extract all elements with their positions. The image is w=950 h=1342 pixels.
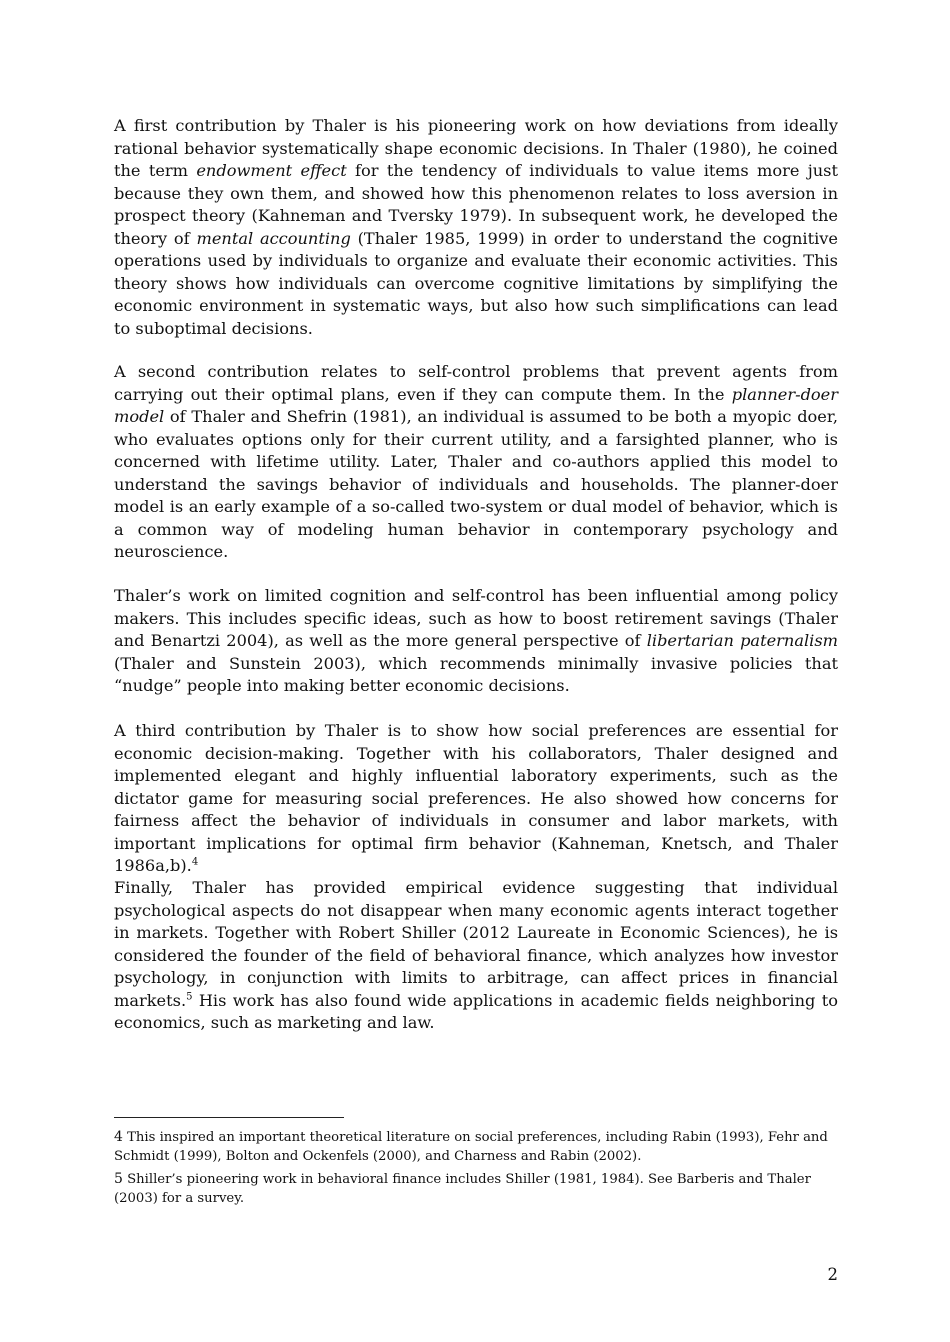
text-run: Thaler’s work on limited cognition and self-control has been influential among policy makers. This includes specific ideas, such as how to boost retirement savings (Thaler and Benartzi 2004), as well as the more general perspective of [114,586,838,650]
text-run: Finally, Thaler has provided empirical evidence suggesting that individual psychological aspects do not disappear when many economic agents interact together in markets. Together with Robert Shiller (2012 Laureate in Economic Sciences), he is considered the founder of the field of behavioral finance, which analyzes how investor psychology, in conjunction with limits to arbitrage, can affect prices in financial markets. [114,878,838,1010]
emphasized-term: planner-doer model [114,384,838,426]
footnote-4 [114,1128,838,1166]
paragraph-1 [114,115,838,340]
text-run: for the tendency of individuals to value items more just because they own them, and showed how this phenomenon relates to loss aversion in prospect theory (Kahneman and Tversky 1979). In subsequent work, he developed the theory of [114,161,838,248]
footnote-number: 5 [114,1171,123,1187]
footnote-reference: 5 [186,991,193,1003]
text-run: A third contribution by Thaler is to show how social preferences are essential for economic decision-making. Together with his collaborators, Thaler designed and implemented elegant and highly influential laboratory experiments, such as the dictator game for measuring social preferences. He also showed how concerns for fairness affect the behavior of individuals in consumer and labor markets, with important implications for optimal firm behavior (Kahneman, Knetsch, and Thaler 1986a,b). [114,721,838,875]
text-run: of Thaler and Shefrin (1981), an individual is assumed to be both a myopic doer, who evaluates options only for their current utility, and a farsighted planner, who is concerned with lifetime utility. Later, Thaler and co-authors applied this model to understand the savings behavior of individuals and households. The planner-doer model is an early example of a so-called two-system or dual model of behavior, which is a common way of modeling human behavior in contemporary psychology and neuroscience. [114,407,838,561]
text-run: A first contribution by Thaler is his pioneering work on how deviations from ideally rational behavior systematically shape economic decisions. In Thaler (1980), he coined the term [114,116,838,180]
footnote-5 [114,1170,838,1208]
emphasized-term: mental accounting [196,228,351,248]
footnote-text: Shiller’s pioneering work in behavioral finance includes Shiller (1981, 1984). See Barberis and Thaler (2003) for a survey. [114,1172,811,1206]
paragraph-2 [114,361,838,564]
footnote-number: 4 [114,1129,123,1145]
footnote-separator [114,1117,344,1118]
footnote-reference: 4 [191,856,199,868]
emphasized-term: libertarian paternalism [646,631,838,650]
text-run: (Thaler and Sunstein 2003), which recommends minimally invasive policies that “nudge” people into making better economic decisions. [114,653,838,695]
paragraph-3 [114,585,838,698]
text-run: His work has also found wide applications in academic fields neighboring to economics, such as marketing and law. [114,990,838,1032]
emphasized-term: endowment effect [196,161,347,180]
text-run: A second contribution relates to self-control problems that prevent agents from carrying out their optimal plans, even if they can compute them. In the [114,362,838,404]
page-number: 2 [827,1265,838,1284]
text-run: (Thaler 1985, 1999) in order to understand the cognitive operations used by individuals to organize and evaluate their economic activities. This theory shows how individuals can overcome cognitive limitations by simplifying the economic environment in systematic ways, but also how such simplifications can lead to suboptimal decisions. [114,228,838,338]
footnote-text: This inspired an important theoretical literature on social preferences, including Rabin (1993), Fehr and Schmidt (1999), Bolton and Ockenfels (2000), and Charness and Rabin (2002). [114,1130,828,1164]
paragraph-4 [114,720,838,878]
paragraph-5 [114,877,838,1035]
